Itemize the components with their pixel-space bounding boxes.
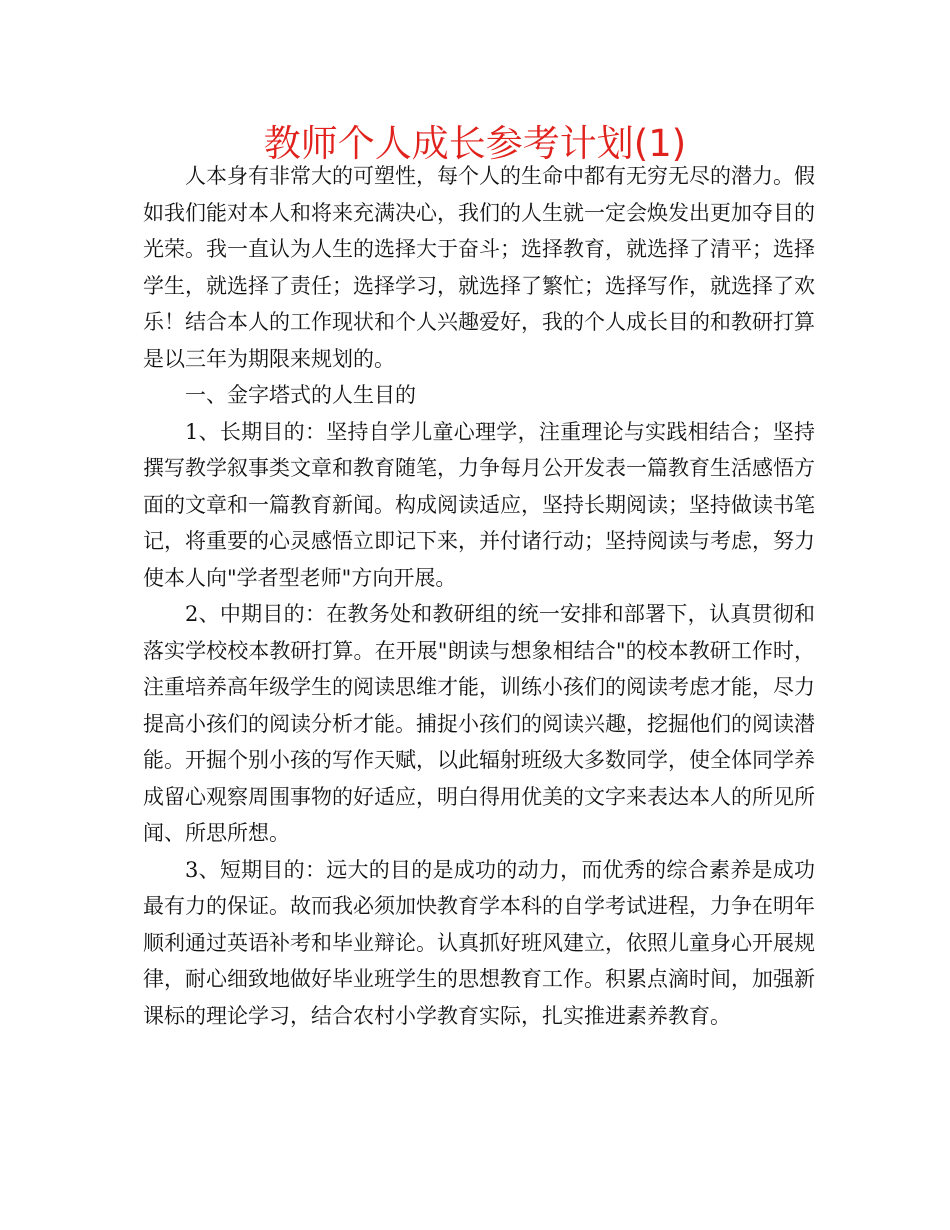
- paragraph-short-term-goal: 3、短期目的：远大的目的是成功的动力，而优秀的综合素养是成功最有力的保证。故而我必须加快教育学本科的自学考试进程，力争在明年顺利通过英语补考和毕业辩论。认真抓好班风建立，依照儿童身心开展规律，耐心细致地做好毕业班学生的思想教育工作。积累点滴时间，加强新课标的理论学习，结合农村小学教育实际，扎实推进素养教育。: [143, 857, 815, 1028]
- document-title: 教师个人成长参考计划(1): [263, 122, 687, 165]
- paragraph-mid-term-goal: 2、中期目的：在教务处和教研组的统一安排和部署下，认真贯彻和落实学校校本教研打算。在开展"朗读与想象相结合"的校本教研工作时，注重培养高年级学生的阅读思维才能，训练小孩们的阅读考虑才能，尽力提高小孩们的阅读分析才能。捕捉小孩们的阅读兴趣，挖掘他们的阅读潜能。开掘个别小孩的写作天赋，以此辐射班级大多数同学，使全体同学养成留心观察周围事物的好适应，明白得用优美的文字来表达本人的所见所闻、所思所想。: [143, 602, 815, 845]
- paragraph-long-term-goal: 1、长期目的：坚持自学儿童心理学，注重理论与实践相结合；坚持撰写教学叙事类文章和教育随笔，力争每月公开发表一篇教育生活感悟方面的文章和一篇教育新闻。构成阅读适应，坚持长期阅读；坚持做读书笔记，将重要的心灵感悟立即记下来，并付诸行动；坚持阅读与考虑，努力使本人向"学者型老师"方向开展。: [143, 419, 815, 590]
- section-heading-pyramid-goals: 一、金字塔式的人生目的: [185, 383, 416, 407]
- document-body: [143, 158, 815, 1034]
- paragraph-intro: 人本身有非常大的可塑性，每个人的生命中都有无穷无尽的潜力。假如我们能对本人和将来充满决心，我们的人生就一定会焕发出更加夺目的光荣。我一直认为人生的选择大于奋斗；选择教育，就选择了清平；选择学生，就选择了责任；选择学习，就选择了繁忙；选择写作，就选择了欢乐！结合本人的工作现状和个人兴趣爱好，我的个人成长目的和教研打算是以三年为期限来规划的。: [143, 164, 815, 371]
